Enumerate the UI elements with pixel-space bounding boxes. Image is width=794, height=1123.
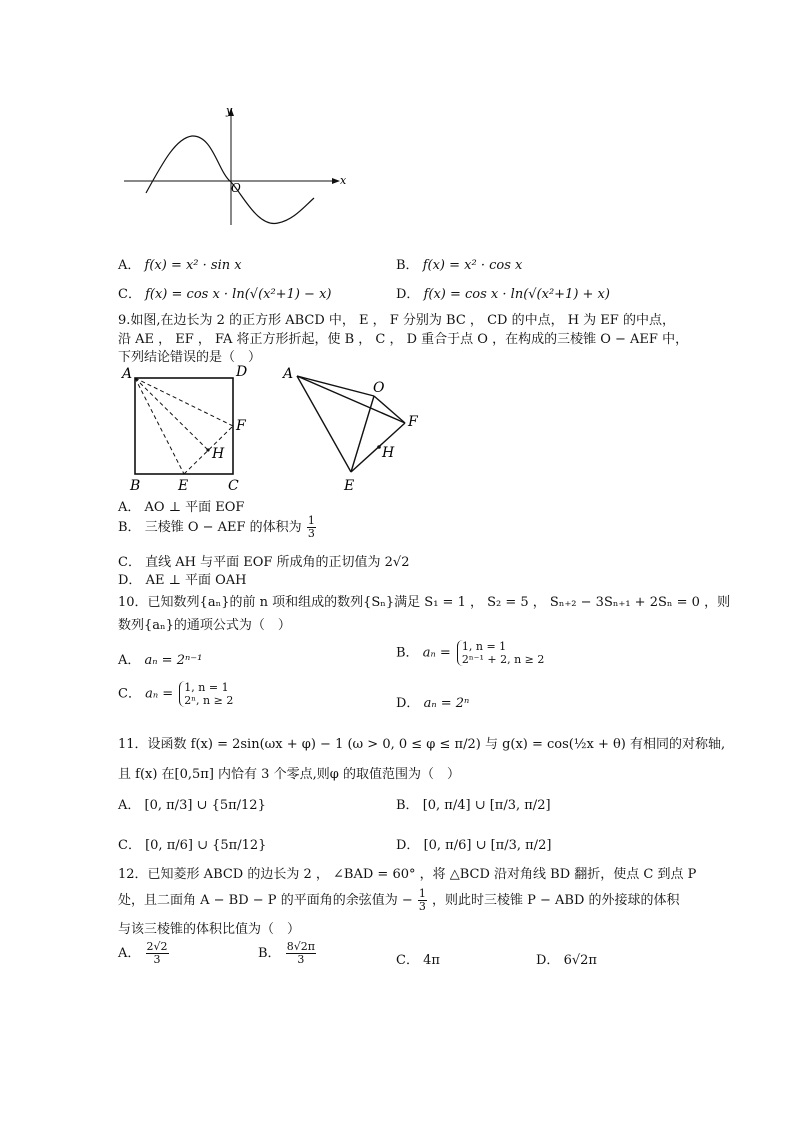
edge-ae: [297, 376, 351, 472]
segment-ah: [135, 378, 208, 450]
fraction: $\frac{8√2\pi}{3}$: [286, 940, 315, 966]
q11-option-a[interactable]: [118, 794, 266, 813]
option-text: f(x) = cos x · ln(√(x²+1) + x): [423, 287, 610, 302]
q8-option-a[interactable]: [118, 254, 242, 273]
q8-option-c[interactable]: [118, 283, 331, 302]
fraction: $\frac{1}{3}$: [418, 887, 426, 913]
q9-stem-line2: 沿 AE ， EF ， FA 将正方形折起，使 B ， C ， D 重合于点 O ，在构成的三棱锥 O − AEF 中，: [118, 332, 689, 347]
q8-function-graph: [118, 100, 350, 230]
option-text: 直线 AH 与平面 EOF 所成角的正切值为 2√2: [145, 555, 410, 570]
option-letter: D．: [396, 287, 420, 302]
q8-option-b[interactable]: [396, 254, 522, 273]
option-lhs: aₙ =: [145, 686, 174, 702]
option-letter: C．: [118, 838, 141, 853]
option-letter: B．: [396, 645, 419, 661]
q12-stem-line1: 12．已知菱形 ABCD 的边长为 2 ， ∠BAD = 60° ，将 △BCD 沿对角线 BD 翻折，使点 C 到点 P: [118, 867, 697, 882]
q11-stem-line2: 且 f(x) 在[0,5π] 内恰有 3 个零点,则φ 的取值范围为（ ）: [118, 767, 460, 782]
q10-option-c[interactable]: [118, 681, 233, 707]
piecewise-brace: [179, 681, 233, 707]
option-text: AE ⊥ 平面 OAH: [145, 573, 247, 588]
q9-option-d[interactable]: [118, 569, 246, 588]
q10-option-d[interactable]: [396, 692, 469, 711]
option-text: 4π: [423, 953, 440, 968]
label-a: A: [122, 366, 133, 382]
option-letter: B．: [258, 946, 281, 961]
q11-stem-line1: 11．设函数 f(x) = 2sin(ωx + φ) − 1 (ω > 0, 0 ≤ φ ≤ π/2) 与 g(x) = cos(½x + θ) 有相同的对称轴,: [118, 737, 726, 752]
option-text: AO ⊥ 平面 EOF: [144, 500, 245, 515]
option-text: f(x) = cos x · ln(√(x²+1) − x): [145, 287, 332, 302]
function-curve: [146, 136, 314, 224]
option-letter: C．: [118, 686, 141, 702]
q10-option-a[interactable]: [118, 649, 202, 668]
option-text: f(x) = x² · cos x: [422, 258, 523, 273]
q9-option-b[interactable]: [118, 515, 317, 540]
q11-option-d[interactable]: [396, 834, 551, 853]
fraction: $\frac{2√2}{3}$: [146, 940, 168, 966]
label-h: H: [382, 445, 395, 461]
fraction: $\frac{1}{3}$: [307, 514, 315, 540]
fold-line-ae: [135, 378, 184, 474]
label-e: E: [178, 478, 189, 492]
q9-square-figure: [118, 362, 268, 492]
fold-line-af: [135, 378, 233, 426]
q11-option-b[interactable]: [396, 794, 551, 813]
case-1: 1, n = 1: [184, 681, 229, 694]
option-text: 三棱锥 O − AEF 的体积为: [144, 520, 302, 535]
option-text: aₙ = 2ⁿ: [423, 696, 470, 711]
q8-option-d[interactable]: [396, 283, 610, 302]
option-lhs: aₙ =: [422, 645, 451, 661]
point-h: [206, 448, 209, 451]
option-letter: A．: [118, 946, 141, 961]
option-letter: A．: [118, 258, 141, 273]
q9-stem-line1: 9.如图,在边长为 2 的正方形 ABCD 中， E ， F 分别为 BC ， CD 的中点， H 为 EF 的中点，: [118, 313, 675, 328]
label-e: E: [344, 478, 355, 494]
q9-stem-line3: 下列结论错误的是（ ）: [118, 350, 262, 365]
x-axis-arrow-icon: [332, 178, 340, 184]
q12-option-a[interactable]: [118, 941, 170, 966]
option-text: [0, π/3] ∪ {5π/12}: [144, 798, 266, 813]
label-c: C: [228, 478, 239, 492]
label-b: B: [130, 478, 141, 492]
q9-option-c[interactable]: [118, 551, 409, 570]
option-letter: C．: [118, 555, 141, 570]
option-text: [0, π/4] ∪ [π/3, π/2]: [422, 798, 551, 813]
label-o: O: [373, 380, 385, 396]
option-text: [0, π/6] ∪ [π/3, π/2]: [423, 838, 552, 853]
option-letter: B．: [118, 520, 141, 535]
option-letter: B．: [396, 258, 419, 273]
case-2: 2ⁿ, n ≥ 2: [184, 694, 234, 707]
q11-option-c[interactable]: [118, 834, 266, 853]
q12-stem-line3: 与该三棱锥的体积比值为（ ）: [118, 922, 301, 937]
q12-option-c[interactable]: [396, 949, 440, 968]
q12-option-d[interactable]: [536, 949, 597, 968]
label-f: F: [408, 414, 418, 430]
option-text: 6√2π: [563, 953, 597, 968]
q9-tetrahedron-figure: [278, 362, 428, 497]
case-2: 2ⁿ⁻¹ + 2, n ≥ 2: [461, 653, 545, 666]
option-text: aₙ = 2ⁿ⁻¹: [144, 653, 203, 668]
option-letter: C．: [396, 953, 419, 968]
option-letter: B．: [396, 798, 419, 813]
option-text: f(x) = x² · sin x: [144, 258, 242, 273]
edge-of: [374, 396, 405, 423]
option-letter: D．: [118, 573, 142, 588]
piecewise-brace: [457, 640, 544, 666]
option-letter: D．: [536, 953, 560, 968]
case-1: 1, n = 1: [461, 640, 507, 653]
option-text: [0, π/6] ∪ {5π/12}: [145, 838, 267, 853]
label-f: F: [236, 418, 246, 434]
q10-stem-line1: 10．已知数列{aₙ}的前 n 项和组成的数列{Sₙ}满足 S₁ = 1 ， S₂ = 5 ， Sₙ₊₂ − 3Sₙ₊₁ + 2Sₙ = 0 ，则: [118, 595, 731, 610]
label-d: D: [236, 364, 248, 380]
point-h: [377, 445, 381, 449]
option-letter: D．: [396, 838, 420, 853]
option-letter: A．: [118, 653, 141, 668]
q9-option-a[interactable]: [118, 496, 244, 515]
q12-option-b[interactable]: [258, 941, 317, 966]
option-letter: C．: [118, 287, 141, 302]
option-letter: A．: [118, 500, 141, 515]
option-letter: A．: [118, 798, 141, 813]
q10-stem-line2: 数列{aₙ}的通项公式为（ ）: [118, 618, 291, 633]
edge-oe: [351, 396, 374, 472]
origin-label: O: [231, 181, 241, 195]
y-axis-label: y: [226, 104, 233, 117]
label-a: A: [283, 366, 294, 382]
label-h: H: [212, 446, 225, 462]
q10-option-b[interactable]: [396, 640, 544, 666]
option-letter: D．: [396, 696, 420, 711]
q12-stem-line2: 处，且二面角 A − BD − P 的平面角的余弦值为 − $\frac{1}{3}$ ，则此时三棱锥 P − ABD 的外接球的体积: [118, 887, 680, 913]
x-axis-label: x: [340, 174, 347, 187]
edge-af: [297, 376, 405, 423]
